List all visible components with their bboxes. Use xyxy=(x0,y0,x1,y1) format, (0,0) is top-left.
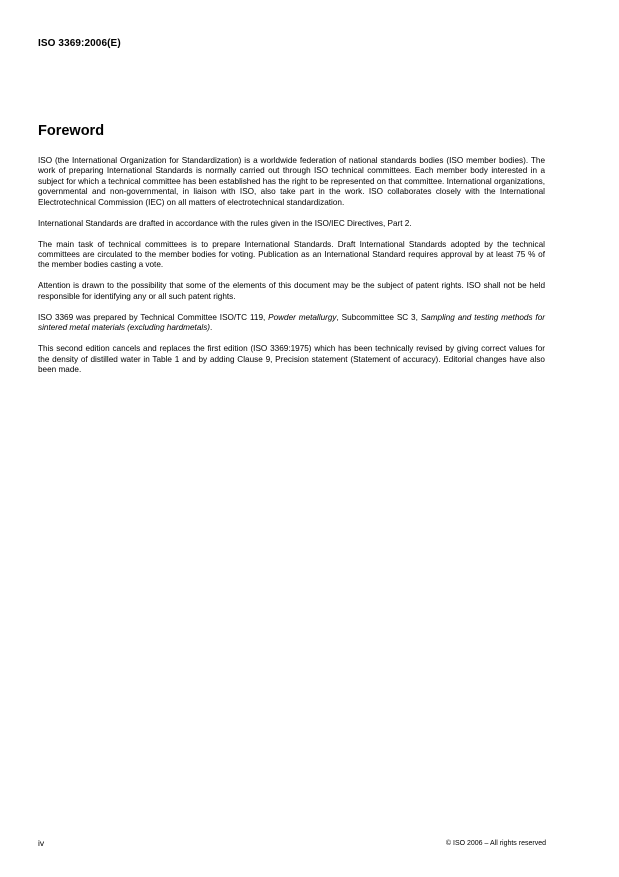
committee-name: Powder metallurgy xyxy=(268,312,337,322)
paragraph-preparation xyxy=(38,313,545,334)
page-title: Foreword xyxy=(38,123,105,139)
subcommittee-name: Sampling and testing methods for sintered metal materials (excluding hardmetals) xyxy=(38,312,545,333)
preparation-text-b: , Subcommittee SC 3, xyxy=(336,312,421,322)
paragraph-patent-rights: Attention is drawn to the possibility that some of the elements of this document may be the subject of patent rights. ISO shall not be held responsible for identifying any or all such patent rights. xyxy=(38,281,545,301)
preparation-text-a: ISO 3369 was prepared by Technical Committee ISO/TC 119, xyxy=(38,312,269,322)
paragraph-organization: ISO (the International Organization for Standardization) is a worldwide federation of national standards bodies (ISO member bodies). The work of preparing International Standards is normally carried out through ISO technical committees. Each member body interested in a subject for which a technical committee has been established has the right to be represented on that committee. International organizations, governmental and non-governmental, in liaison with ISO, also take part in the work. ISO collaborates closely with the International Electrotechnical Commission (IEC) on all matters of electrotechnical standardization. xyxy=(38,156,545,207)
document-id: ISO 3369:2006(E) xyxy=(38,38,121,49)
page-number: iv xyxy=(38,838,45,848)
paragraph-committees: The main task of technical committees is to prepare International Standards. Draft International Standards adopted by the technical committees are circulated to the member bodies for voting. Publication as an International Standard requires approval by at least 75 % of the member bodies casting a vote. xyxy=(38,239,545,270)
preparation-text-c: . xyxy=(210,323,213,333)
foreword-body xyxy=(38,156,545,386)
copyright-notice: © ISO 2006 – All rights reserved xyxy=(445,840,546,847)
paragraph-directives: International Standards are drafted in accordance with the rules given in the ISO/IEC Directives, Part 2. xyxy=(38,218,412,228)
paragraph-edition: This second edition cancels and replaces the first edition (ISO 3369:1975) which has been technically revised by giving correct values for the density of distilled water in Table 1 and by adding Clause 9, Precision statement (Statement of accuracy). Editorial changes have also been made. xyxy=(38,344,545,375)
